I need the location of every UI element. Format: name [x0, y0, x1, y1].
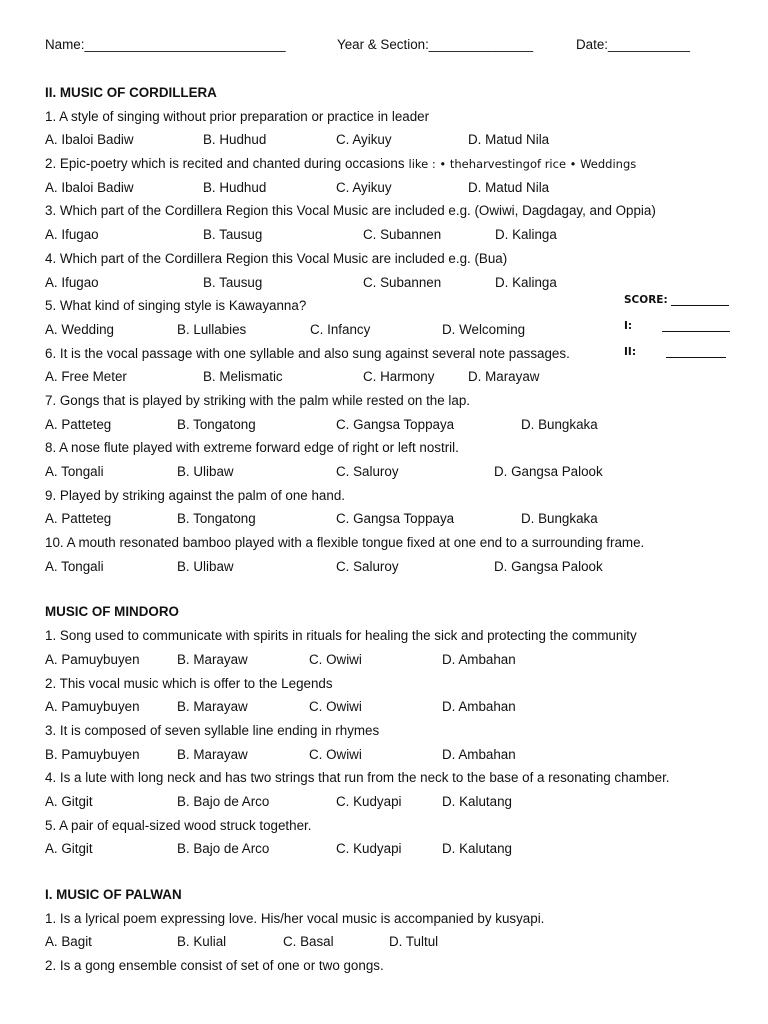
choice-option[interactable]: B. Marayaw: [177, 746, 248, 762]
choice-option[interactable]: D. Bungkaka: [521, 511, 598, 527]
choice-option[interactable]: B. Tongatong: [177, 511, 256, 527]
choice-row: [45, 131, 745, 155]
section-title: MUSIC OF MINDORO: [45, 604, 179, 620]
question-text: [45, 250, 745, 274]
choice-option[interactable]: C. Owiwi: [309, 699, 362, 715]
choice-row: [45, 933, 745, 957]
question-prompt: 8. A nose flute played with extreme forward edge of right or left nostril.: [45, 440, 459, 456]
question-text: [45, 769, 745, 793]
choice-option[interactable]: C. Subannen: [363, 227, 442, 243]
question-prompt: 3. Which part of the Cordillera Region this Vocal Music are included e.g. (Owiwi, Dagdagay, and Oppia): [45, 203, 656, 219]
section-title: II. MUSIC OF CORDILLERA: [45, 85, 217, 100]
choice-option[interactable]: A. Tongali: [45, 464, 104, 479]
choice-option[interactable]: A. Patteteg: [45, 416, 112, 432]
choice-row: [45, 274, 745, 298]
choice-option[interactable]: B. Hudhud: [203, 132, 267, 148]
choice-option[interactable]: B. Melismatic: [203, 369, 283, 385]
choice-option[interactable]: D. Gangsa Palook: [494, 558, 603, 574]
question-prompt: 1. Song used to communicate with spirits in rituals for healing the sick and protecting the community: [45, 628, 637, 644]
choice-option[interactable]: B. Tausug: [203, 227, 263, 243]
choice-option[interactable]: D. Tultul: [389, 934, 439, 950]
question-text: [45, 155, 745, 179]
choice-option[interactable]: D. Kalutang: [442, 793, 512, 809]
choice-option[interactable]: D. Bungkaka: [521, 416, 598, 432]
choice-option[interactable]: C. Owiwi: [309, 746, 362, 762]
question-text: [45, 108, 745, 132]
question-text: [45, 957, 745, 981]
question-prompt: 7. Gongs that is played by striking with the palm while rested on the lap.: [45, 392, 471, 408]
choice-option[interactable]: B. Bajo de Arco: [177, 841, 270, 857]
score-part2-label: II:: [624, 346, 637, 358]
question-prompt: 1. Is a lyrical poem expressing love. His/her vocal music is accompanied by kusyapi.: [45, 910, 545, 926]
choice-option[interactable]: B. Ulibaw: [177, 558, 234, 574]
choice-option[interactable]: A. Tongali: [45, 558, 104, 574]
question-prompt: 3. It is composed of seven syllable line ending in rhymes: [45, 722, 380, 738]
choice-row: [45, 226, 745, 250]
choice-option[interactable]: C. Ayikuy: [336, 179, 392, 195]
choice-option[interactable]: C. Gangsa Toppaya: [336, 416, 455, 432]
question-text: [45, 675, 745, 699]
choice-option[interactable]: C. Ayikuy: [336, 132, 392, 148]
question-text: [45, 817, 745, 841]
question-text: [45, 627, 745, 651]
choice-row: [45, 793, 745, 817]
choice-option[interactable]: B. Hudhud: [203, 179, 267, 195]
question-text: [45, 439, 745, 463]
choice-option[interactable]: C. Saluroy: [336, 558, 399, 574]
choice-option[interactable]: D. Kalinga: [495, 227, 557, 243]
choice-row: [45, 321, 745, 345]
question-prompt: 2. Is a gong ensemble consist of set of one or two gongs.: [45, 958, 384, 974]
choice-option[interactable]: A. Patteteg: [45, 511, 112, 527]
choice-option[interactable]: B. Bajo de Arco: [177, 793, 270, 809]
date-field: Date:___________: [576, 37, 690, 52]
choice-option[interactable]: C. Owiwi: [309, 651, 362, 667]
question-prompt: 4. Which part of the Cordillera Region this Vocal Music are included e.g. (Bua): [45, 250, 508, 266]
choice-option[interactable]: C. Gangsa Toppaya: [336, 511, 455, 527]
choice-option[interactable]: C. Basal: [283, 934, 334, 950]
question-text: [45, 202, 745, 226]
choice-option[interactable]: D. Ambahan: [442, 651, 516, 667]
choice-option[interactable]: A. Gitgit: [45, 841, 93, 857]
choice-row: [45, 416, 745, 440]
choice-option[interactable]: D. Matud Nila: [468, 132, 550, 148]
question-extra-text: like : • theharvestingof rice • Weddings: [408, 157, 637, 172]
choice-option[interactable]: A. Free Meter: [45, 369, 127, 385]
choice-option[interactable]: D. Marayaw: [468, 369, 540, 385]
question-text: [45, 487, 745, 511]
choice-option[interactable]: B. Pamuybuyen: [45, 746, 140, 762]
question-prompt: 5. What kind of singing style is Kawayanna?: [45, 298, 307, 314]
section-spacer: [45, 864, 745, 886]
choice-option[interactable]: D. Gangsa Palook: [494, 464, 603, 479]
question-prompt: 10. A mouth resonated bamboo played with a flexible tongue fixed at one end to a surrounding frame.: [45, 535, 645, 551]
choice-row: [45, 463, 745, 487]
choice-row: [45, 698, 745, 722]
choice-option[interactable]: A. Ifugao: [45, 274, 99, 290]
choice-option[interactable]: B. Marayaw: [177, 699, 248, 715]
choice-option[interactable]: D. Ambahan: [442, 746, 516, 762]
choice-option[interactable]: B. Marayaw: [177, 651, 248, 667]
choice-row: [45, 179, 745, 203]
question-text: [45, 722, 745, 746]
choice-option[interactable]: C. Kudyapi: [336, 841, 402, 857]
choice-option[interactable]: C. Harmony: [363, 369, 435, 385]
choice-option[interactable]: D. Kalutang: [442, 841, 512, 857]
choice-option[interactable]: D. Ambahan: [442, 699, 516, 715]
question-prompt: 4. Is a lute with long neck and has two strings that run from the neck to the base of a resonating chamber.: [45, 770, 670, 786]
choice-option[interactable]: A. Wedding: [45, 321, 114, 337]
questions-content: [45, 84, 745, 981]
choice-option[interactable]: C. Kudyapi: [336, 793, 402, 809]
choice-option[interactable]: B. Kulial: [177, 934, 227, 950]
choice-option[interactable]: B. Ulibaw: [177, 464, 234, 479]
choice-row: [45, 840, 745, 864]
section-title: I. MUSIC OF PALWAN: [45, 887, 182, 902]
choice-option[interactable]: A. Ibaloi Badiw: [45, 179, 134, 195]
question-prompt: 9. Played by striking against the palm of one hand.: [45, 487, 345, 503]
choice-option[interactable]: A. Bagit: [45, 934, 92, 950]
year-section-field: Year & Section:______________: [337, 37, 534, 52]
choice-option[interactable]: A. Gitgit: [45, 793, 93, 809]
choice-option[interactable]: C. Saluroy: [336, 464, 399, 479]
choice-option[interactable]: D. Kalinga: [495, 274, 557, 290]
choice-option[interactable]: C. Subannen: [363, 274, 442, 290]
score-part1-label: I:: [624, 320, 633, 332]
choice-option[interactable]: B. Lullabies: [177, 321, 247, 337]
question-text: [45, 910, 745, 934]
choice-option[interactable]: B. Tausug: [203, 274, 263, 290]
choice-row: [45, 558, 745, 582]
header-fields: [45, 37, 735, 55]
section-spacer: [45, 581, 745, 603]
choice-row: [45, 746, 745, 770]
choice-option[interactable]: C. Infancy: [310, 321, 371, 337]
choice-row: [45, 368, 745, 392]
choice-option[interactable]: A. Ibaloi Badiw: [45, 132, 134, 148]
choice-row: [45, 651, 745, 675]
name-field: Name:___________________________: [45, 37, 286, 52]
choice-option[interactable]: A. Pamuybuyen: [45, 651, 140, 667]
question-text: [45, 297, 745, 321]
choice-row: [45, 510, 745, 534]
question-prompt: 6. It is the vocal passage with one syllable and also sung against several note passages.: [45, 345, 570, 361]
question-prompt: 5. A pair of equal-sized wood struck together.: [45, 817, 312, 833]
question-text: [45, 534, 745, 558]
question-prompt: 1. A style of singing without prior preparation or practice in leader: [45, 108, 430, 124]
question-text: [45, 345, 745, 369]
score-label: SCORE:: [624, 294, 668, 306]
question-prompt: 2. This vocal music which is offer to the Legends: [45, 675, 333, 691]
choice-option[interactable]: D. Welcoming: [442, 321, 526, 337]
choice-option[interactable]: B. Tongatong: [177, 416, 256, 432]
question-text: [45, 392, 745, 416]
question-prompt: 2. Epic-poetry which is recited and chanted during occasions: [45, 156, 405, 172]
choice-option[interactable]: A. Pamuybuyen: [45, 699, 140, 715]
choice-option[interactable]: D. Matud Nila: [468, 179, 550, 195]
choice-option[interactable]: A. Ifugao: [45, 227, 99, 243]
